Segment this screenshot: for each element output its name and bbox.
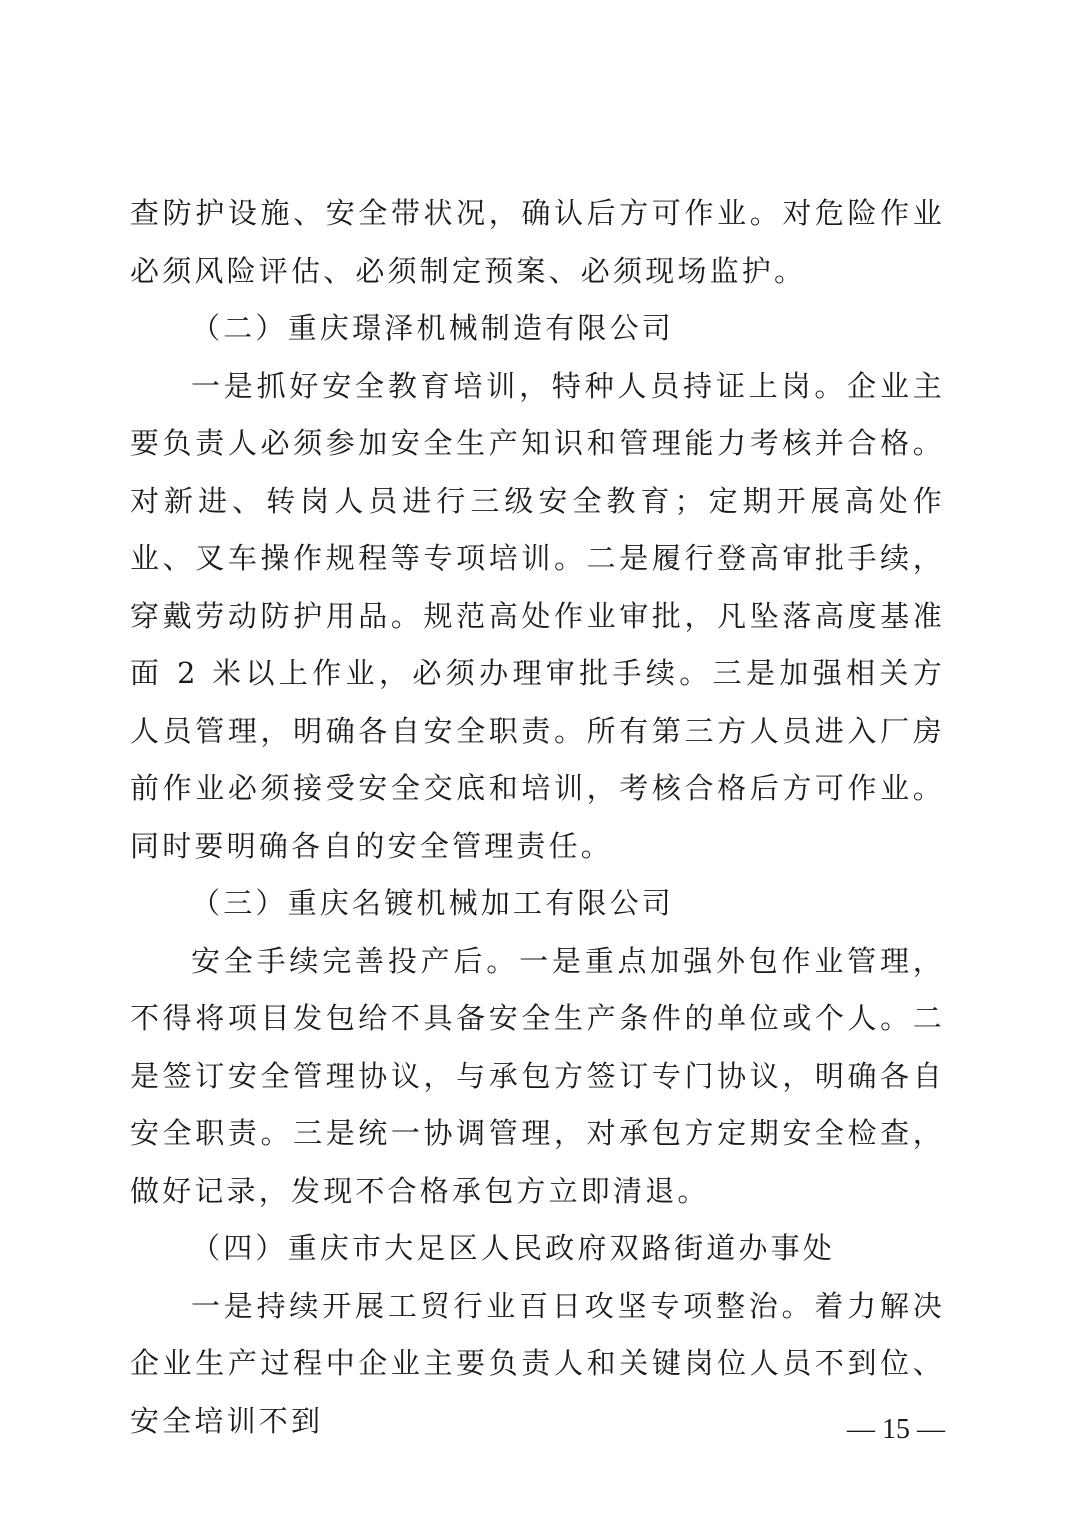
section-heading: （三）重庆名镀机械加工有限公司 <box>191 886 675 920</box>
body-paragraph: 安全手续完善投产后。一是重点加强外包作业管理，不得将项目发包给不具备安全生产条件的单位或个人。二是签订安全管理协议，与承包方签订专门协议，明确各自安全职责。三是统一协调管理，对承包方定期安全检查，做好记录，发现不合格承包方立即清退。 <box>130 943 945 1208</box>
page-number: — 15 — <box>847 1414 945 1445</box>
section-heading: （四）重庆市大足区人民政府双路街道办事处 <box>191 1231 836 1265</box>
document-page <box>130 185 945 1450</box>
body-paragraph: 一是持续开展工贸行业百日攻坚专项整治。着力解决企业生产过程中企业主要负责人和关键岗位人员不到位、安全培训不到 <box>130 1288 945 1438</box>
body-paragraph: 一是抓好安全教育培训，特种人员持证上岗。企业主要负责人必须参加安全生产知识和管理能力考核并合格。对新进、转岗人员进行三级安全教育；定期开展高处作业、叉车操作规程等专项培训。二是履行登高审批手续，穿戴劳动防护用品。规范高处作业审批，凡坠落高度基准面 2 米以上作业，必须办理审批手续。三是加强相关方人员管理，明确各自安全职责。所有第三方人员进入厂房前作业必须接受安全交底和培训，考核合格后方可作业。同时要明确各自的安全管理责任。 <box>130 368 945 863</box>
section-heading: （二）重庆璟泽机械制造有限公司 <box>191 311 675 345</box>
body-paragraph: 查防护设施、安全带状况，确认后方可作业。对危险作业必须风险评估、必须制定预案、必须现场监护。 <box>130 196 945 288</box>
